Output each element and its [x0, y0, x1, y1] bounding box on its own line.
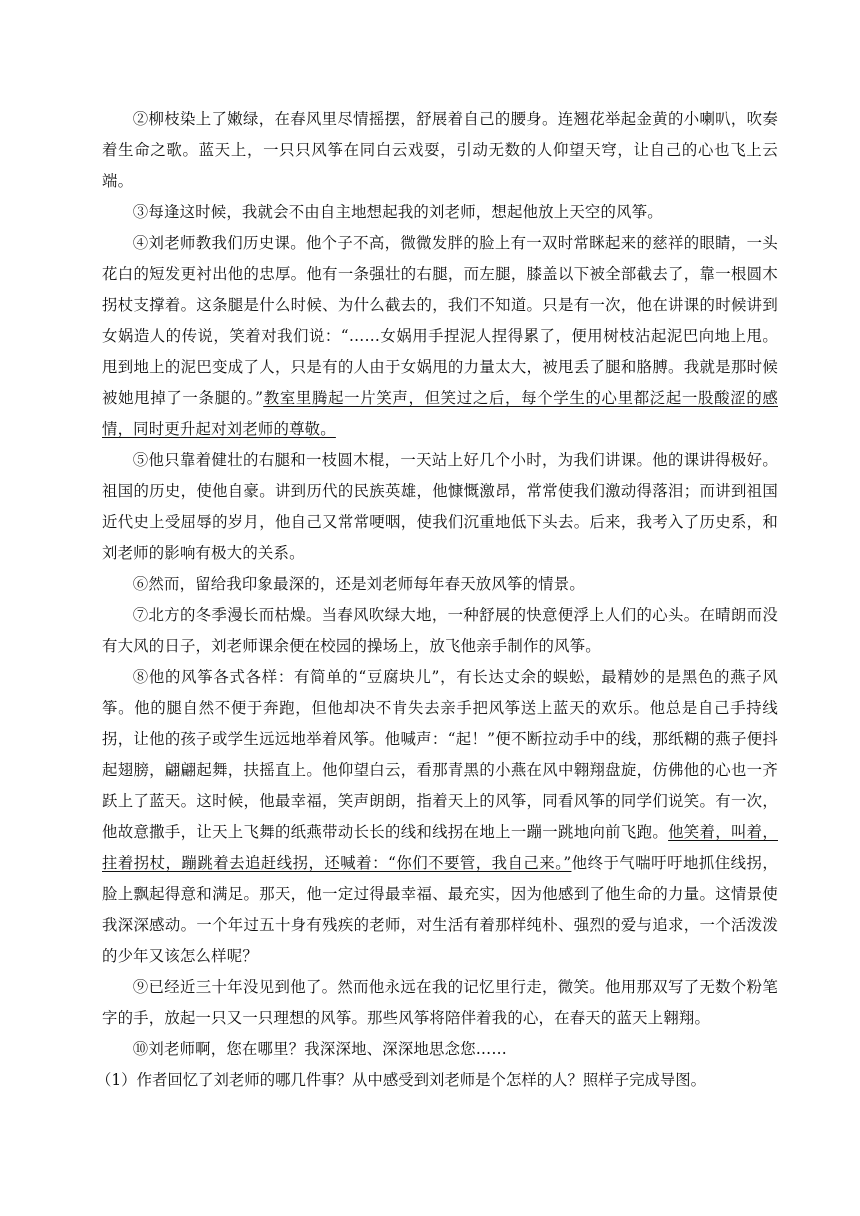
paragraph-4 [102, 228, 778, 445]
question-1: （1）作者回忆了刘老师的哪几件事？从中感受到刘老师是个怎样的人？照样子完成导图。 [96, 1071, 707, 1089]
paragraph-9-text: ⑨已经近三十年没见到他了。然而他永远在我的记忆里行走，微笑。他用那双写了无数个粉笔字的手，放起一只又一只理想的风筝。那些风筝将陪伴着我的心，在春天的蓝天上翱翔。 [102, 978, 778, 1027]
paragraph-6 [102, 569, 778, 600]
paragraph-9 [102, 972, 778, 1034]
paragraph-2 [102, 104, 778, 197]
paragraph-3 [102, 197, 778, 228]
paragraph-8-text-end: 他终于气喘吁吁地抓住线拐，脸上飘起得意和满足。那天，他一定过得最幸福、最充实，因为他感到了他生命的力量。这情景使我深深感动。一个年过五十身有残疾的老师，对生活有着那样纯朴、强烈的爱与追求，一个活泼泼的少年又该怎么样呢？ [102, 854, 778, 965]
document-page [96, 104, 778, 1096]
paragraph-5 [102, 445, 778, 569]
paragraph-10-text: ⑩刘老师啊，您在哪里？我深深地、深深地思念您…… [132, 1040, 507, 1058]
paragraph-4-text: ④刘老师教我们历史课。他个子不高，微微发胖的脸上有一双时常眯起来的慈祥的眼睛，一头花白的短发更衬出他的忠厚。他有一条强壮的右腿，而左腿，膝盖以下被全部截去了，靠一根圆木拐杖支撑着。这条腿是什么时候、为什么截去的，我们不知道。只是有一次，他在讲课的时候讲到女娲造人的传说，笑着对我们说：“……女娲用手捏泥人捏得累了，便用树枝沾起泥巴向地上甩。甩到地上的泥巴变成了人，只是有的人由于女娲甩的力量太大，被甩丢了腿和胳膊。我就是那时候被她甩掉了一条腿的。” [102, 234, 778, 407]
paragraph-7 [102, 600, 778, 662]
paragraph-8 [102, 662, 778, 972]
paragraph-8-text: ⑧他的风筝各式各样：有简单的“豆腐块儿”，有长达丈余的蜈蚣，最精妙的是黑色的燕子风筝。他的腿自然不便于奔跑，但他却决不肯失去亲手把风筝送上蓝天的欢乐。他总是自己手持线拐，让他的孩子或学生远远地举着风筝。他喊声：“起！”便不断拉动手中的线，那纸糊的燕子便抖起翅膀，翩翩起舞，扶摇直上。他仰望白云，看那青黑的小燕在风中翱翔盘旋，仿佛他的心也一齐跃上了蓝天。这时候，他最幸福，笑声朗朗，指着天上的风筝，同看风筝的同学们说笑。有一次，他故意撒手，让天上飞舞的纸燕带动长长的线和线拐在地上一蹦一跳地向前飞跑。 [102, 668, 778, 841]
paragraph-10 [102, 1034, 778, 1065]
paragraph-4-underlined-text: 教室里腾起一片笑声，但笑过之后，每个学生的心里都泛起一股酸涩的感情，同时更升起对刘老师的尊敬。 [102, 389, 778, 438]
paragraph-2-text: ②柳枝染上了嫩绿，在春风里尽情摇摆，舒展着自己的腰身。连翘花举起金黄的小喇叭，吹奏着生命之歌。蓝天上，一只只风筝在同白云戏耍，引动无数的人仰望天穹，让自己的心也飞上云端。 [102, 110, 778, 190]
paragraph-6-text: ⑥然而，留给我印象最深的，还是刘老师每年春天放风筝的情景。 [132, 575, 585, 593]
paragraph-3-text: ③每逢这时候，我就会不由自主地想起我的刘老师，想起他放上天空的风筝。 [132, 203, 663, 221]
paragraph-8-underlined-text: 他笑着，叫着，拄着拐杖，蹦跳着去追赶线拐，还喊着：“你们不要管，我自己来。” [102, 823, 778, 872]
paragraph-7-text: ⑦北方的冬季漫长而枯燥。当春风吹绿大地，一种舒展的快意便浮上人们的心头。在晴朗而没有大风的日子，刘老师课余便在校园的操场上，放飞他亲手制作的风筝。 [102, 606, 778, 655]
paragraph-5-text: ⑤他只靠着健壮的右腿和一枝圆木棍，一天站上好几个小时，为我们讲课。他的课讲得极好。祖国的历史，使他自豪。讲到历代的民族英雄，他慷慨激昂，常常使我们激动得落泪；而讲到祖国近代史上受屈辱的岁月，他自己又常常哽咽，使我们沉重地低下头去。后来，我考入了历史系，和刘老师的影响有极大的关系。 [102, 451, 778, 562]
